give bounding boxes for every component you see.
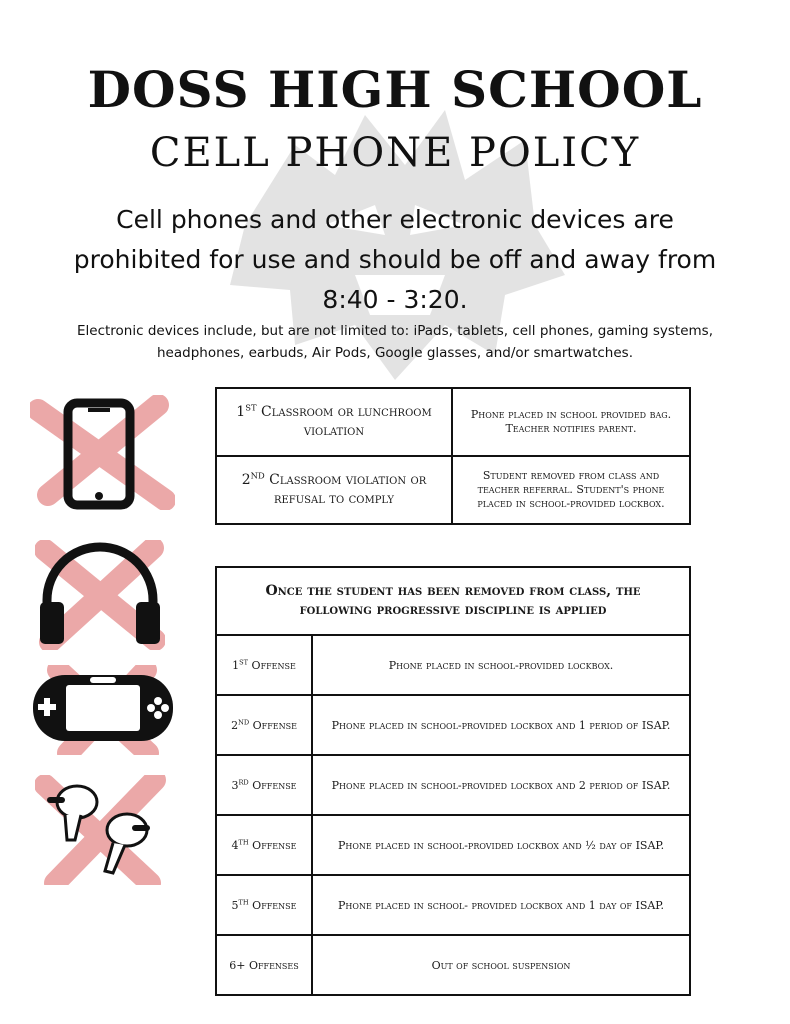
offense-penalty: Phone placed in school-provided lockbox and 1 period of ISAP. [312,695,690,755]
offense-label: 5TH Offense [216,875,312,935]
table-row [216,755,690,815]
phone-icon [30,395,175,510]
offense-penalty: Phone placed in school-provided lockbox and ½ day of ISAP. [312,815,690,875]
violation-label: 1ST Classroom or lunchroom violation [216,388,452,456]
offense-label: 4TH Offense [216,815,312,875]
offense-penalty: Phone placed in school-provided lockbox. [312,635,690,695]
violations-table [215,387,691,525]
table-row [216,695,690,755]
table-row [216,875,690,935]
offense-penalty: Phone placed in school- provided lockbox and 1 day of ISAP. [312,875,690,935]
offense-label: 6+ Offenses [216,935,312,995]
violation-label: 2ND Classroom violation or refusal to comply [216,456,452,524]
offense-penalty: Phone placed in school-provided lockbox and 2 period of ISAP. [312,755,690,815]
offense-label: 1ST Offense [216,635,312,695]
table-row [216,388,690,456]
table-row [216,635,690,695]
school-name: DOSS HIGH SCHOOL [87,60,703,119]
table-row [216,456,690,524]
policy-statement: Cell phones and other electronic devices are prohibited for use and should be off and away from 8:40 - 3:20. [73,205,717,314]
table-row [216,815,690,875]
offense-label: 2ND Offense [216,695,312,755]
devices-note: Electronic devices include, but are not limited to: iPads, tablets, cell phones, gaming systems, headphones, earbuds, Air Pods, Google glasses, and/or smartwatches. [76,323,713,361]
headphones-icon [35,540,165,650]
earbuds-icon [35,775,175,885]
discipline-table [215,566,691,996]
game-console-icon [28,665,178,755]
violation-consequence: Phone placed in school provided bag. Teacher notifies parent. [452,388,690,456]
offense-penalty: Out of school suspension [312,935,690,995]
discipline-heading: Once the student has been removed from class, the following progressive discipline is applied [216,567,690,635]
table-header-row [216,567,690,635]
offense-label: 3RD Offense [216,755,312,815]
violation-consequence: Student removed from class and teacher referral. Student's phone placed in school-provided lockbox. [452,456,690,524]
policy-title: CELL PHONE POLICY [149,130,641,176]
table-row [216,935,690,995]
